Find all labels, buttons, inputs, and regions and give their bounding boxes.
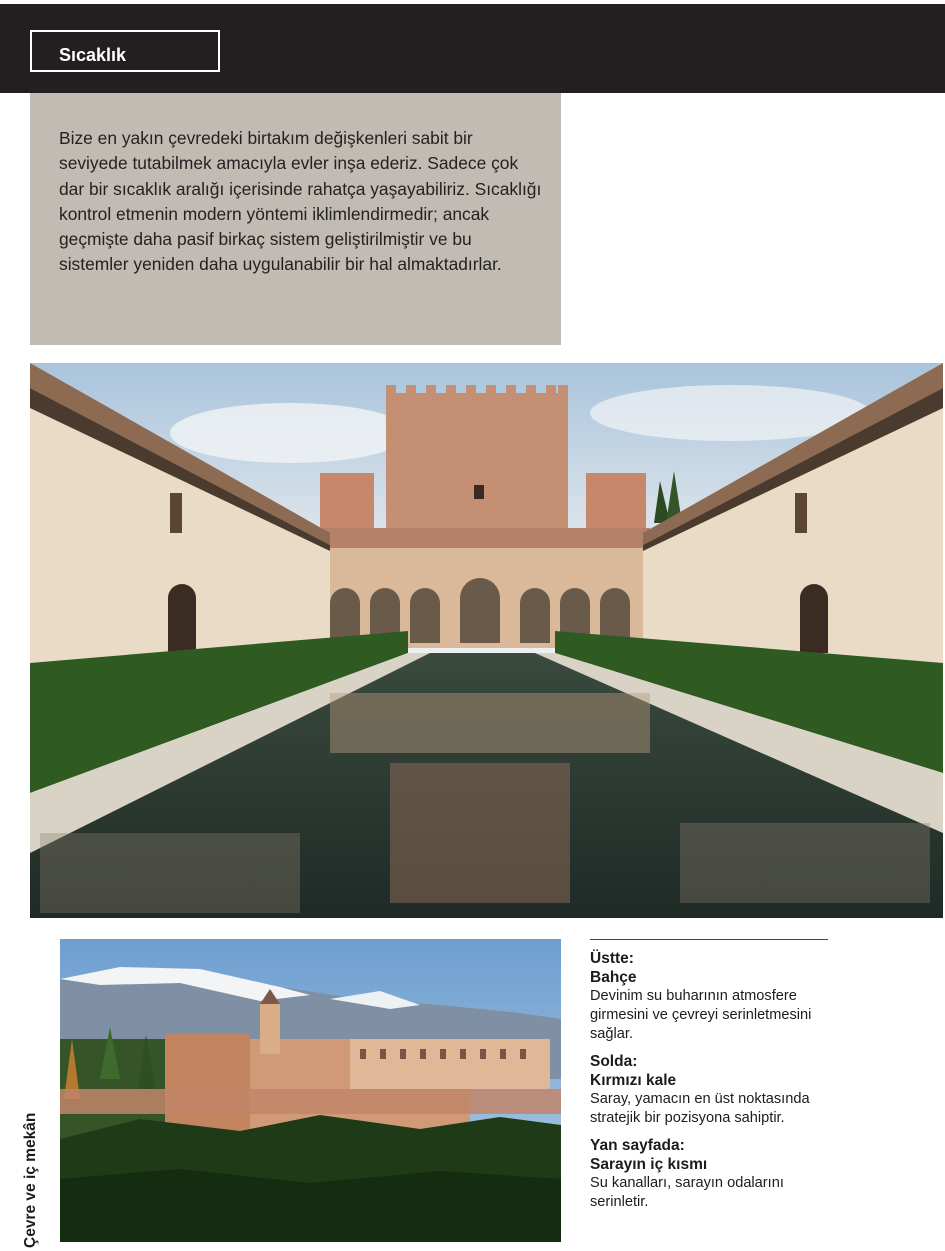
caption-facing — [590, 1136, 828, 1212]
intro-text: Bize en yakın çevredeki birtakım değişkenleri sabit bir seviyede tutabilmek amacıyla evler inşa ederiz. Sadece çok dar bir sıcaklık aralığı içerisinde rahatça yaşayabiliriz. Sıcaklığı kontrol etmenin modern yöntemi iklimlendirmedir; ancak geçmişte daha pasif birkaç sistem geliştirilmiştir ve bu sistemler yeniden daha uygulanabilir bir hal almaktadırlar. — [59, 128, 542, 275]
captions — [590, 939, 828, 1220]
side-label: Çevre ve iç mekân — [22, 1112, 39, 1248]
caption-title: Bahçe — [590, 969, 637, 986]
caption-left — [590, 1052, 828, 1128]
caption-title: Kırmızı kale — [590, 1072, 677, 1089]
caption-body: Saray, yamacın en üst noktasında stratejik bir pozisyona sahiptir. — [590, 1091, 810, 1126]
caption-title: Sarayın iç kısmı — [590, 1156, 708, 1173]
caption-heading: Solda: — [590, 1053, 638, 1070]
caption-body: Devinim su buharının atmosfere girmesini ve çevreyi serinletmesini sağlar. — [590, 988, 812, 1042]
caption-heading: Yan sayfada: — [590, 1137, 685, 1154]
intro-box — [30, 93, 561, 345]
caption-top — [590, 949, 828, 1044]
section-label: Sıcaklık — [30, 30, 220, 72]
caption-heading: Üstte: — [590, 950, 634, 967]
caption-body: Su kanalları, sarayın odalarını serinletir. — [590, 1175, 784, 1210]
courtyard-photo — [30, 363, 943, 918]
fortress-photo — [60, 939, 561, 1242]
